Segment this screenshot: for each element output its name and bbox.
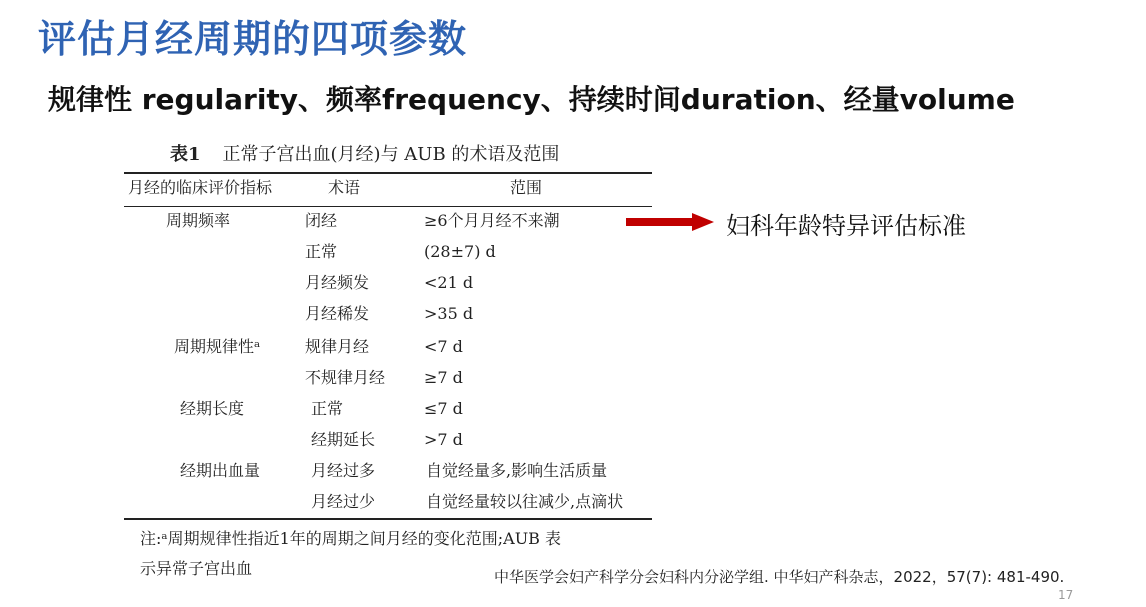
row-6-term: 正常 (311, 399, 344, 418)
page-number: 17 (1058, 588, 1074, 602)
citation: 中华医学会妇产科学分会妇科内分泌学组. 中华妇产科杂志，2022，57(7): 481-490. (494, 568, 1065, 586)
slide-subtitle: 规律性 regularity、频率frequency、持续时间duration、经量volume (48, 83, 1015, 116)
row-8-term: 月经过多 (311, 461, 376, 480)
row-1-range: (28±7) d (424, 242, 496, 261)
row-7-range: >7 d (424, 430, 463, 449)
row-6-indicator: 经期长度 (180, 399, 245, 418)
row-6-range: ≤7 d (424, 399, 463, 418)
row-4-range: <7 d (424, 337, 463, 356)
table-header-range: 范围 (510, 178, 543, 197)
row-2-term: 月经频发 (305, 273, 370, 292)
table-caption-text: 正常子宫出血(月经)与 AUB 的术语及范围 (222, 144, 560, 165)
row-4-term: 规律月经 (305, 337, 370, 356)
row-0-indicator: 周期频率 (166, 211, 231, 230)
table-header-rule (124, 206, 652, 207)
row-5-term: 不规律月经 (305, 368, 386, 387)
row-7-term: 经期延长 (311, 430, 376, 449)
annotation-label: 妇科年龄特异评估标准 (726, 212, 966, 240)
row-9-term: 月经过少 (311, 492, 376, 511)
table-caption (170, 140, 559, 166)
table-caption-number: 表1 (170, 144, 201, 165)
row-0-term: 闭经 (305, 211, 338, 230)
table-note-line2: 示异常子宫出血 (140, 559, 253, 578)
row-3-range: >35 d (424, 304, 474, 323)
row-3-term: 月经稀发 (305, 304, 370, 323)
row-8-indicator: 经期出血量 (180, 461, 261, 480)
row-1-term: 正常 (305, 242, 338, 261)
slide-title: 评估月经周期的四项参数 (38, 17, 468, 61)
row-5-range: ≥7 d (424, 368, 463, 387)
table-top-rule (124, 172, 652, 174)
row-0-range: ≥6个月月经不来潮 (424, 211, 560, 230)
table-header-indicator: 月经的临床评价指标 (128, 178, 273, 197)
row-9-range: 自觉经量较以往减少,点滴状 (426, 492, 624, 511)
table-note-line1: 注:ᵃ周期规律性指近1年的周期之间月经的变化范围;AUB 表 (140, 529, 562, 548)
red-arrow-icon (626, 213, 714, 231)
row-4-indicator: 周期规律性ᵃ (174, 337, 261, 356)
table-bottom-rule (124, 518, 652, 520)
row-8-range: 自觉经量多,影响生活质量 (426, 461, 608, 480)
row-2-range: <21 d (424, 273, 474, 292)
table-header-term: 术语 (328, 178, 361, 197)
